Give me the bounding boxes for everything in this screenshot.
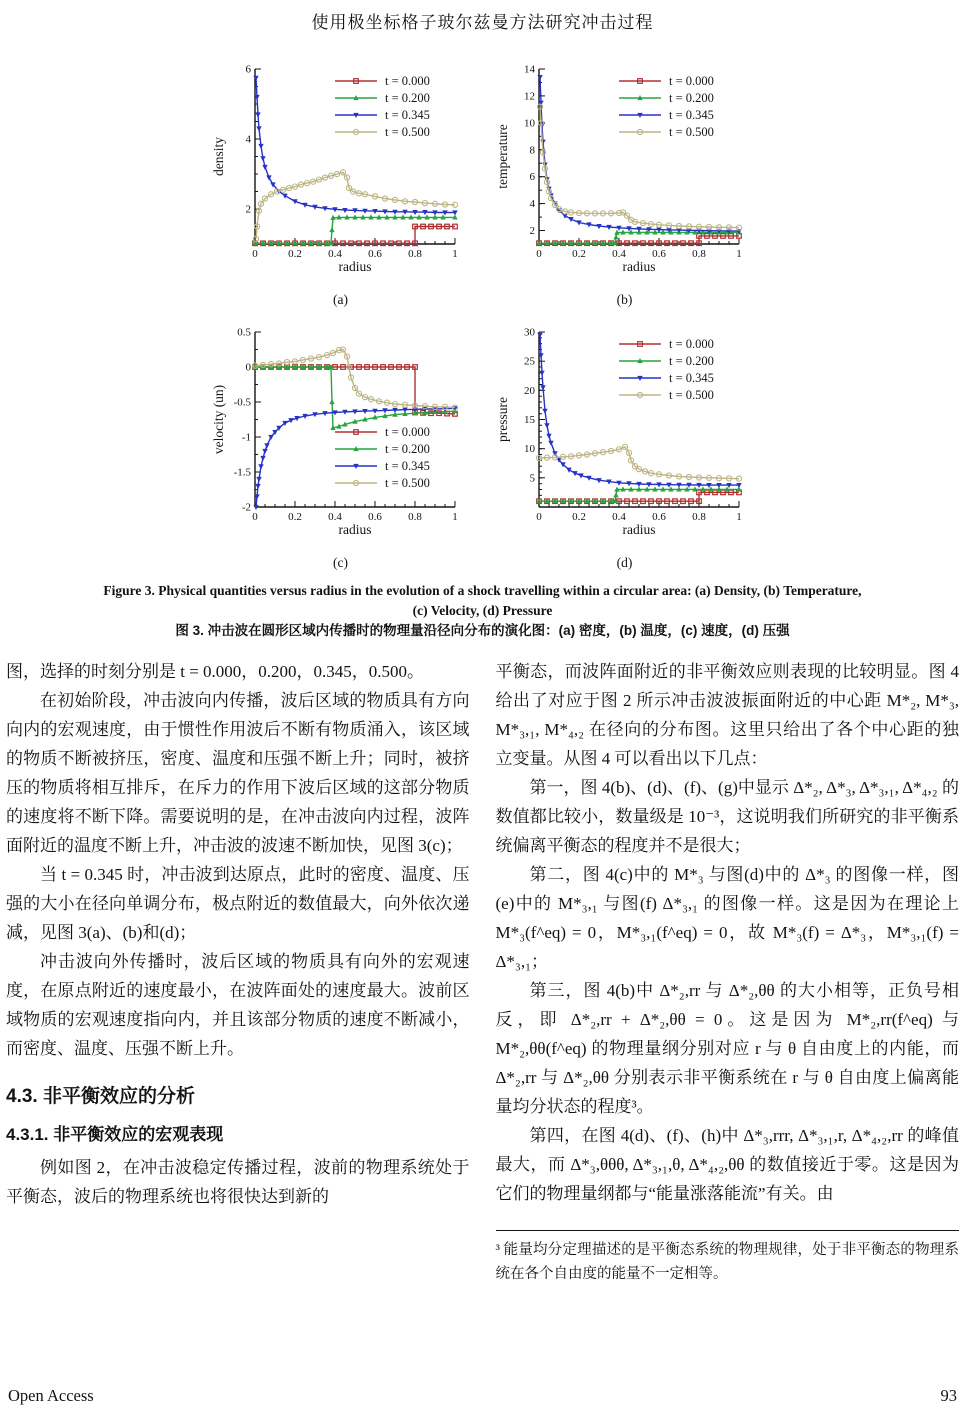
chart-temperature-plot [495, 57, 755, 290]
svg-text:-1: -1 [241, 431, 251, 444]
svg-text:6: 6 [245, 63, 251, 76]
svg-text:radius: radius [622, 259, 655, 274]
svg-text:0.4: 0.4 [611, 511, 626, 523]
chart-svg-b [495, 57, 755, 285]
chart-density-plot [211, 57, 471, 290]
figure-caption-zh: 图 3. 冲击波在圆形区域内传播时的物理量沿径向分布的演化图：(a) 密度，(b) 温度，(c) 速度，(d) 压强 [175, 623, 790, 638]
svg-text:0.8: 0.8 [691, 511, 706, 523]
page-header-title: 使用极坐标格子玻尔兹曼方法研究冲击过程 [311, 13, 654, 32]
section-heading: 4.3. 非平衡效应的分析 [6, 1086, 195, 1107]
paragraph: 例如图 2，在冲击波稳定传播过程，波前的物理系统处于平衡态，波后的物理系统也将很快达到新的 [6, 1158, 470, 1206]
svg-text:0.8: 0.8 [691, 248, 706, 260]
figure-caption-en-line2: (c) Velocity, (d) Pressure [412, 603, 553, 618]
figure-caption [0, 581, 965, 641]
svg-text:4: 4 [529, 198, 535, 211]
svg-text:-1.5: -1.5 [233, 466, 251, 479]
svg-text:0.4: 0.4 [327, 248, 342, 260]
chart-caption-b: (b) [616, 292, 633, 307]
svg-text:0.2: 0.2 [571, 511, 586, 523]
svg-text:1: 1 [735, 248, 742, 260]
svg-text:0.6: 0.6 [367, 248, 382, 260]
svg-text:t = 0.345: t = 0.345 [384, 108, 430, 122]
page-footer [8, 1386, 957, 1406]
svg-text:velocity (un): velocity (un) [210, 384, 226, 455]
svg-text:14: 14 [523, 63, 535, 76]
paragraph: 图，选择的时刻分别是 t = 0.000，0.200，0.345，0.500。 [6, 662, 425, 681]
paragraph: 平衡态，而波阵面附近的非平衡效应则表现的比较明显。图 4 给出了对应于图 2 所示冲击波波振面附近的中心距 M*₂, M*₃, M*₃,₁, M*₄,₂ 在径向的分布图。这里只给出了各个中心距的独立变量。从图 4 可以看出以下几点： [495, 662, 960, 768]
chart-caption-a: (a) [333, 292, 348, 307]
svg-text:0: 0 [251, 248, 258, 260]
svg-text:0.6: 0.6 [651, 248, 666, 260]
chart-temperature [495, 57, 755, 308]
svg-text:1: 1 [451, 511, 458, 523]
svg-text:0.4: 0.4 [327, 511, 342, 523]
svg-text:t = 0.000: t = 0.000 [668, 337, 714, 351]
svg-text:12: 12 [523, 90, 535, 103]
svg-text:t = 0.000: t = 0.000 [668, 74, 714, 88]
svg-text:t = 0.345: t = 0.345 [384, 459, 430, 473]
svg-text:2: 2 [529, 225, 535, 237]
svg-text:-0.5: -0.5 [233, 396, 251, 409]
svg-text:0.2: 0.2 [287, 248, 302, 260]
svg-text:0.8: 0.8 [407, 248, 422, 260]
chart-svg-d [495, 320, 755, 548]
svg-text:15: 15 [523, 414, 535, 426]
svg-text:0.2: 0.2 [571, 248, 586, 260]
svg-text:radius: radius [338, 522, 371, 537]
svg-text:1: 1 [451, 248, 458, 260]
body-text [0, 657, 965, 1373]
svg-text:t = 0.500: t = 0.500 [668, 125, 714, 139]
svg-text:t = 0.345: t = 0.345 [668, 108, 714, 122]
body-right-column [496, 657, 960, 1373]
svg-text:0.5: 0.5 [236, 326, 251, 339]
section-heading: 4.3.1. 非平衡效应的宏观表现 [6, 1125, 224, 1144]
svg-text:t = 0.345: t = 0.345 [668, 371, 714, 385]
svg-text:temperature: temperature [494, 124, 510, 189]
paragraph: 第四，在图 4(d)、(f)、(h)中 Δ*₃,rrr, Δ*₃,₁,r, Δ*₄,₂,rr 的峰值最大，而 Δ*₃,θθθ, Δ*₃,₁,θ, Δ*₄,₂,θθ 的数值接近于零。这是因为它们的物理量纲都与“能量涨落能流”有关。由 [495, 1126, 959, 1203]
svg-text:0: 0 [535, 248, 542, 260]
chart-caption-d: (d) [616, 555, 633, 570]
svg-text:t = 0.200: t = 0.200 [384, 91, 430, 105]
svg-text:30: 30 [523, 326, 535, 339]
svg-text:0.8: 0.8 [407, 511, 422, 523]
svg-text:0.6: 0.6 [367, 511, 382, 523]
paragraph: 在初始阶段，冲击波向内传播，波后区域的物质具有方向向内的宏观速度，由于惯性作用波后不断有物质涌入，该区域的物质不断被挤压，密度、温度和压强不断上升；同时，被挤压的物质将相互排斥，在斥力的作用下波后区域的这部分物质的速度将不断下降。需要说明的是，在冲击波向内过程，波阵面附近的温度不断上升，冲击波的波速不断加快，见图 3(c)； [6, 691, 470, 855]
paragraph: 当 t = 0.345 时，冲击波到达原点，此时的密度、温度、压强的大小在径向单调分布，极点附近的数值最大，向外依次递减，见图 3(a)、(b)和(d)； [6, 865, 470, 942]
svg-text:0: 0 [535, 511, 542, 523]
paragraph: 第二，图 4(c)中的 M*₃ 与图(d)中的 Δ*₃ 的图像一样，图(e)中的 M*₃,₁ 与图(f) Δ*₃,₁ 的图像一样。这是因为在理论上 M*₃(f^eq) = 0，M*₃,₁(f^eq) = 0，故 M*₃(f) = Δ*₃，M*₃,₁(f) = Δ*₃,₁； [495, 865, 959, 971]
svg-text:10: 10 [523, 443, 535, 456]
svg-text:1: 1 [735, 511, 742, 523]
footnote: ³ 能量均分定理描述的是平衡态系统的物理规律，处于非平衡态的物理系统在各个自由度的能量不一定相等。 [496, 1230, 960, 1286]
chart-velocity [211, 320, 471, 571]
svg-text:t = 0.500: t = 0.500 [668, 388, 714, 402]
body-left-column [6, 657, 470, 1373]
svg-text:t = 0.000: t = 0.000 [384, 425, 430, 439]
svg-text:20: 20 [523, 384, 535, 397]
chart-caption-c: (c) [333, 555, 348, 570]
svg-text:0.2: 0.2 [287, 511, 302, 523]
svg-text:10: 10 [523, 117, 535, 130]
svg-text:radius: radius [622, 522, 655, 537]
svg-text:t = 0.200: t = 0.200 [668, 354, 714, 368]
svg-text:t = 0.200: t = 0.200 [384, 442, 430, 456]
svg-text:0: 0 [251, 511, 258, 523]
chart-pressure-plot [495, 320, 755, 553]
paragraph: 冲击波向外传播时，波后区域的物质具有向外的宏观速度，在原点附近的速度最小，在波阵面处的速度最大。波前区域物质的宏观速度指向内，并且该部分物质的速度不断减小，而密度、温度、压强不断上升。 [6, 952, 470, 1058]
svg-text:-2: -2 [241, 501, 251, 514]
chart-density [211, 57, 471, 308]
svg-text:0.4: 0.4 [611, 248, 626, 260]
svg-text:5: 5 [529, 472, 535, 485]
paragraph: 第一，图 4(b)、(d)、(f)、(g)中显示 Δ*₂, Δ*₃, Δ*₃,₁, Δ*₄,₂ 的数值都比较小，数量级是 10⁻³，这说明我们所研究的非平衡系统偏离平衡态的程度并不是很大； [495, 778, 959, 855]
svg-text:8: 8 [529, 144, 535, 157]
figure-caption-en-line1: Figure 3. Physical quantities versus radius in the evolution of a shock travelling within a circular area: (a) Density, (b) Temperature, [103, 583, 862, 598]
svg-text:pressure: pressure [494, 397, 510, 442]
svg-text:t = 0.500: t = 0.500 [384, 125, 430, 139]
svg-text:25: 25 [523, 355, 535, 368]
chart-svg-c [211, 320, 471, 548]
svg-text:t = 0.500: t = 0.500 [384, 476, 430, 490]
svg-text:radius: radius [338, 259, 371, 274]
chart-svg-a [211, 57, 471, 285]
figure-3 [211, 57, 755, 571]
chart-pressure [495, 320, 755, 571]
svg-text:6: 6 [529, 171, 535, 184]
chart-velocity-plot [211, 320, 471, 553]
footer-page-number: 93 [940, 1386, 957, 1405]
paragraph: 第三，图 4(b)中 Δ*₂,rr 与 Δ*₂,θθ 的大小相等，正负号相反，即 Δ*₂,rr + Δ*₂,θθ = 0。这是因为 M*₂,rr(f^eq) 与 M*₂,θθ(f^eq) 的物理量纲分别对应 r 与 θ 自由度上的内能，而 Δ*₂,rr 与 Δ*₂,θθ 分别表示非平衡系统在 r 与 θ 自由度上偏离能量均分状态的程度³。 [495, 981, 959, 1116]
svg-text:0.6: 0.6 [651, 511, 666, 523]
svg-text:2: 2 [245, 203, 251, 216]
footer-open-access: Open Access [8, 1386, 94, 1405]
svg-text:4: 4 [245, 133, 251, 146]
svg-text:t = 0.200: t = 0.200 [668, 91, 714, 105]
svg-text:density: density [210, 137, 226, 176]
svg-text:0: 0 [245, 361, 251, 374]
svg-text:t = 0.000: t = 0.000 [384, 74, 430, 88]
